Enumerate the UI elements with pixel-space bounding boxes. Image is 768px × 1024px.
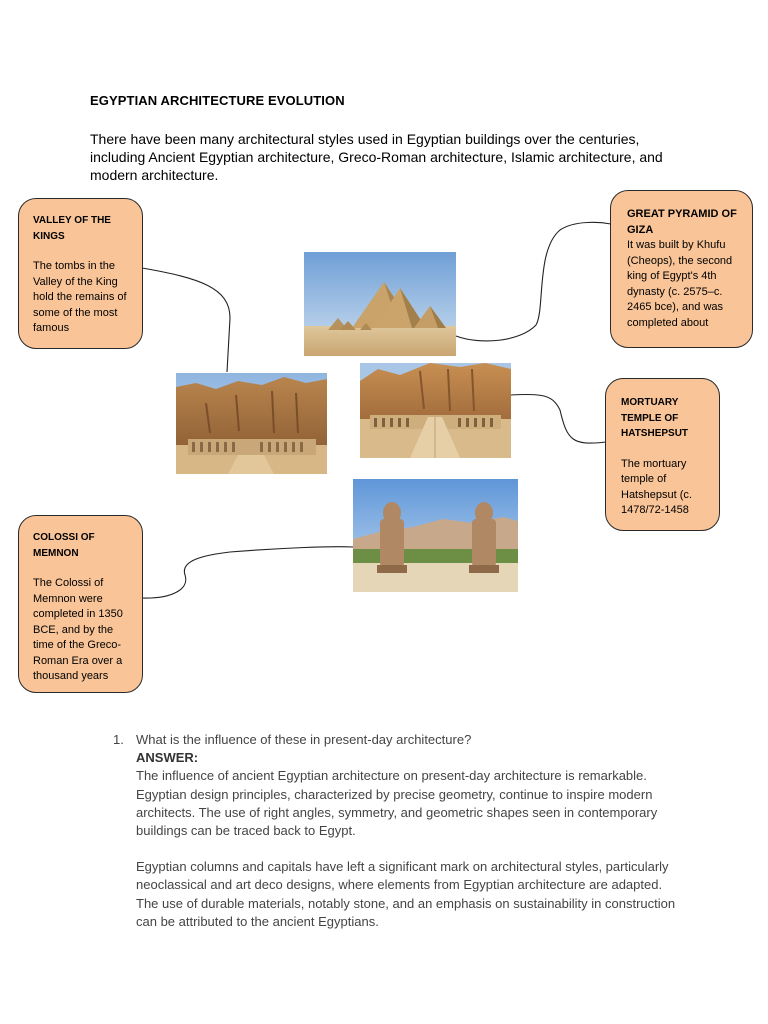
answer-paragraph-2: Egyptian columns and capitals have left a significant mark on architectural styles, particularly neoclassical and art deco designs, where elements from Egyptian architecture are adapted. The use of durable materials, notably stone, and an emphasis on sustainability in construction can be attributed to the ancient Egyptians.: [136, 859, 676, 929]
intro-paragraph: There have been many architectural styles used in Egyptian buildings over the centuries, including Ancient Egyptian architecture, Greco-Roman architecture, Islamic architecture, and modern architecture.: [90, 131, 663, 183]
card-heading: GREAT PYRAMID OF GIZA: [627, 208, 737, 236]
page-title: EGYPTIAN ARCHITECTURE EVOLUTION: [90, 93, 345, 108]
card-mortuary-temple-of-hatshepsut: [605, 378, 720, 531]
question-section: [113, 731, 683, 931]
question-text: What is the influence of these in present-day architecture?: [136, 732, 472, 747]
answer-paragraph-1: The influence of ancient Egyptian architecture on present-day architecture is remarkable. Egyptian design principles, characterized by precise geometry, continue to inspire modern architects. The use of right angles, symmetry, and geometric shapes seen in contemporary buildings can be traced back to Egypt.: [136, 768, 658, 839]
card-colossi-of-memnon: [18, 515, 143, 693]
card-heading: MORTUARY TEMPLE OF HATSHEPSUT: [621, 397, 689, 439]
answer-label: ANSWER:: [136, 750, 199, 766]
card-body: The mortuary temple of Hatshepsut (c. 1478/72-1458: [621, 457, 692, 516]
card-great-pyramid-of-giza: [610, 190, 753, 348]
card-body: The Colossi of Memnon were completed in 1350 BCE, and by the time of the Greco-Roman Era over a thousand years: [33, 577, 123, 682]
card-heading: COLOSSI OF MEMNON: [33, 532, 95, 559]
connector-valley: [142, 268, 230, 372]
pyramids-of-giza-image: [304, 252, 456, 356]
connector-hatshepsut: [511, 394, 606, 443]
card-heading: VALLEY OF THE KINGS: [33, 215, 111, 242]
question-number: 1.: [113, 732, 124, 747]
colossi-of-memnon-image: [353, 479, 518, 592]
valley-of-the-kings-image: [176, 373, 327, 474]
question-body: [136, 731, 683, 931]
card-body: It was built by Khufu (Cheops), the second king of Egypt's 4th dynasty (c. 2575–c. 2465 bce), and was completed about: [627, 239, 733, 329]
mortuary-temple-image: [360, 363, 511, 458]
connector-giza: [456, 222, 611, 341]
connector-memnon: [142, 547, 353, 598]
card-valley-of-the-kings: [18, 198, 143, 349]
card-body: The tombs in the Valley of the King hold the remains of some of the most famous: [33, 260, 127, 334]
